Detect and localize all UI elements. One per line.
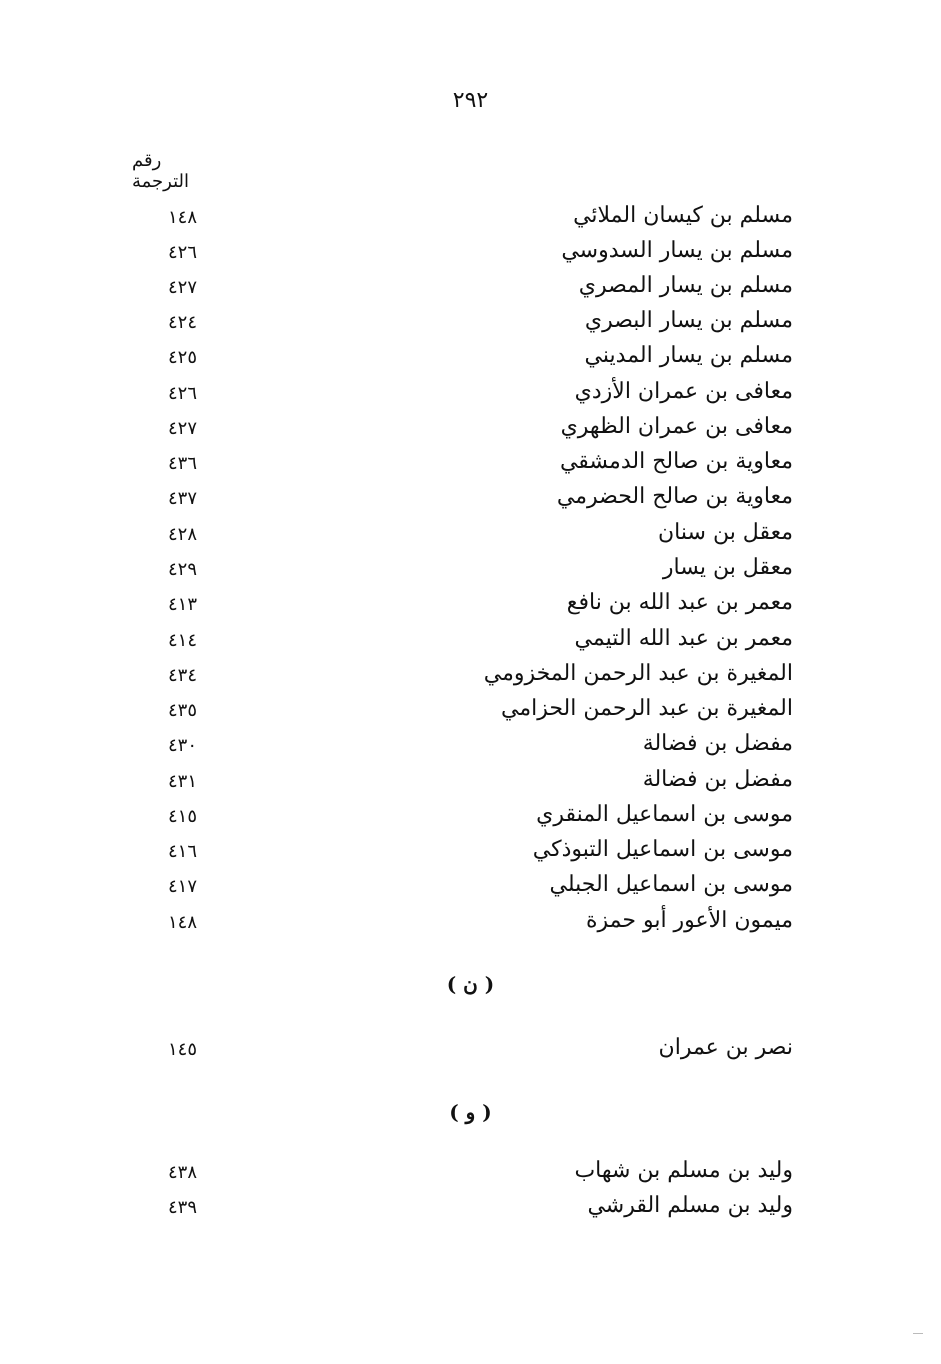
index-entry: [0, 343, 941, 378]
entry-name: مسلم بن كيسان الملائي: [573, 203, 793, 228]
index-entry: [0, 484, 941, 519]
index-entry: [0, 414, 941, 449]
entry-name: موسى بن اسماعيل المنقري: [536, 802, 793, 827]
entry-name: موسى بن اسماعيل الجبلي: [549, 872, 793, 897]
entry-name: معمر بن عبد الله بن نافع: [566, 590, 793, 615]
entry-name: معقل بن يسار: [662, 555, 793, 580]
entry-number: ٤١٦: [168, 841, 198, 862]
entry-number: ٤١٥: [168, 806, 198, 827]
index-entry: [0, 696, 941, 731]
entry-name: المغيرة بن عبد الرحمن المخزومي: [483, 661, 793, 686]
entry-name: معقل بن سنان: [658, 520, 793, 545]
entry-name: مسلم بن يسار البصري: [584, 308, 793, 333]
index-entry: [0, 626, 941, 661]
entry-name: مفضل بن فضالة: [642, 731, 793, 756]
entry-name: وليد بن مسلم القرشي: [587, 1193, 793, 1218]
entry-number: ١٤٨: [168, 912, 198, 933]
entry-name: معافى بن عمران الأزدي: [574, 379, 793, 404]
entry-name: معاوية بن صالح الحضرمي: [556, 484, 793, 509]
entry-number: ١٤٨: [168, 207, 198, 228]
index-entry: [0, 731, 941, 766]
entry-name: مسلم بن يسار المديني: [584, 343, 793, 368]
entry-name: المغيرة بن عبد الرحمن الحزامي: [500, 696, 793, 721]
index-entry: [0, 1158, 941, 1193]
entry-number: ٤٣٧: [168, 488, 198, 509]
index-entry: [0, 1193, 941, 1228]
index-entry: [0, 273, 941, 308]
entry-number: ٤١٤: [168, 630, 198, 651]
entry-number: ١٤٥: [168, 1039, 198, 1060]
column-header: رقم الترجمة: [132, 150, 190, 192]
entry-number: ٤٣٩: [168, 1197, 198, 1218]
scan-mark: [913, 1333, 923, 1334]
entry-number: ٤١٧: [168, 876, 198, 897]
index-entry: [0, 1035, 941, 1070]
entry-name: معاوية بن صالح الدمشقي: [559, 449, 793, 474]
index-entry: [0, 449, 941, 484]
entry-number: ٤٣٥: [168, 700, 198, 721]
index-entry: [0, 802, 941, 837]
entry-number: ٤٢٦: [168, 383, 198, 404]
entry-number: ٤٣١: [168, 771, 198, 792]
index-entry: [0, 379, 941, 414]
entry-number: ٤٣٨: [168, 1162, 198, 1183]
entry-name: نصر بن عمران: [658, 1035, 793, 1060]
entry-number: ٤٢٩: [168, 559, 198, 580]
page-number: ٢٩٢: [452, 88, 489, 113]
entry-number: ٤٣٠: [168, 735, 198, 756]
index-entry: [0, 767, 941, 802]
entry-number: ٤٢٥: [168, 347, 198, 368]
entry-name: معمر بن عبد الله التيمي: [574, 626, 793, 651]
entry-number: ٤٢٨: [168, 524, 198, 545]
index-entry: [0, 661, 941, 696]
entry-number: ٤٢٧: [168, 277, 198, 298]
index-entry: [0, 555, 941, 590]
index-entry: [0, 872, 941, 907]
index-entry: [0, 238, 941, 273]
section-heading-nun: ( ن ): [446, 972, 495, 996]
section-heading-waw: ( و ): [449, 1100, 492, 1124]
entry-name: معافى بن عمران الظهري: [560, 414, 793, 439]
entry-number: ٤٢٤: [168, 312, 198, 333]
entry-name: مفضل بن فضالة: [642, 767, 793, 792]
entry-name: مسلم بن يسار المصري: [578, 273, 793, 298]
index-entry: [0, 590, 941, 625]
index-entry: [0, 203, 941, 238]
entry-number: ٤٣٤: [168, 665, 198, 686]
entry-name: ميمون الأعور أبو حمزة: [585, 908, 793, 933]
entry-name: موسى بن اسماعيل التبوذكي: [532, 837, 793, 862]
index-entry: [0, 908, 941, 943]
entry-number: ٤٢٧: [168, 418, 198, 439]
entry-number: ٤٢٦: [168, 242, 198, 263]
entry-name: مسلم بن يسار السدوسي: [561, 238, 793, 263]
entry-number: ٤٣٦: [168, 453, 198, 474]
entry-name: وليد بن مسلم بن شهاب: [574, 1158, 793, 1183]
entry-number: ٤١٣: [168, 594, 198, 615]
index-entry: [0, 837, 941, 872]
index-entry: [0, 308, 941, 343]
index-entry: [0, 520, 941, 555]
